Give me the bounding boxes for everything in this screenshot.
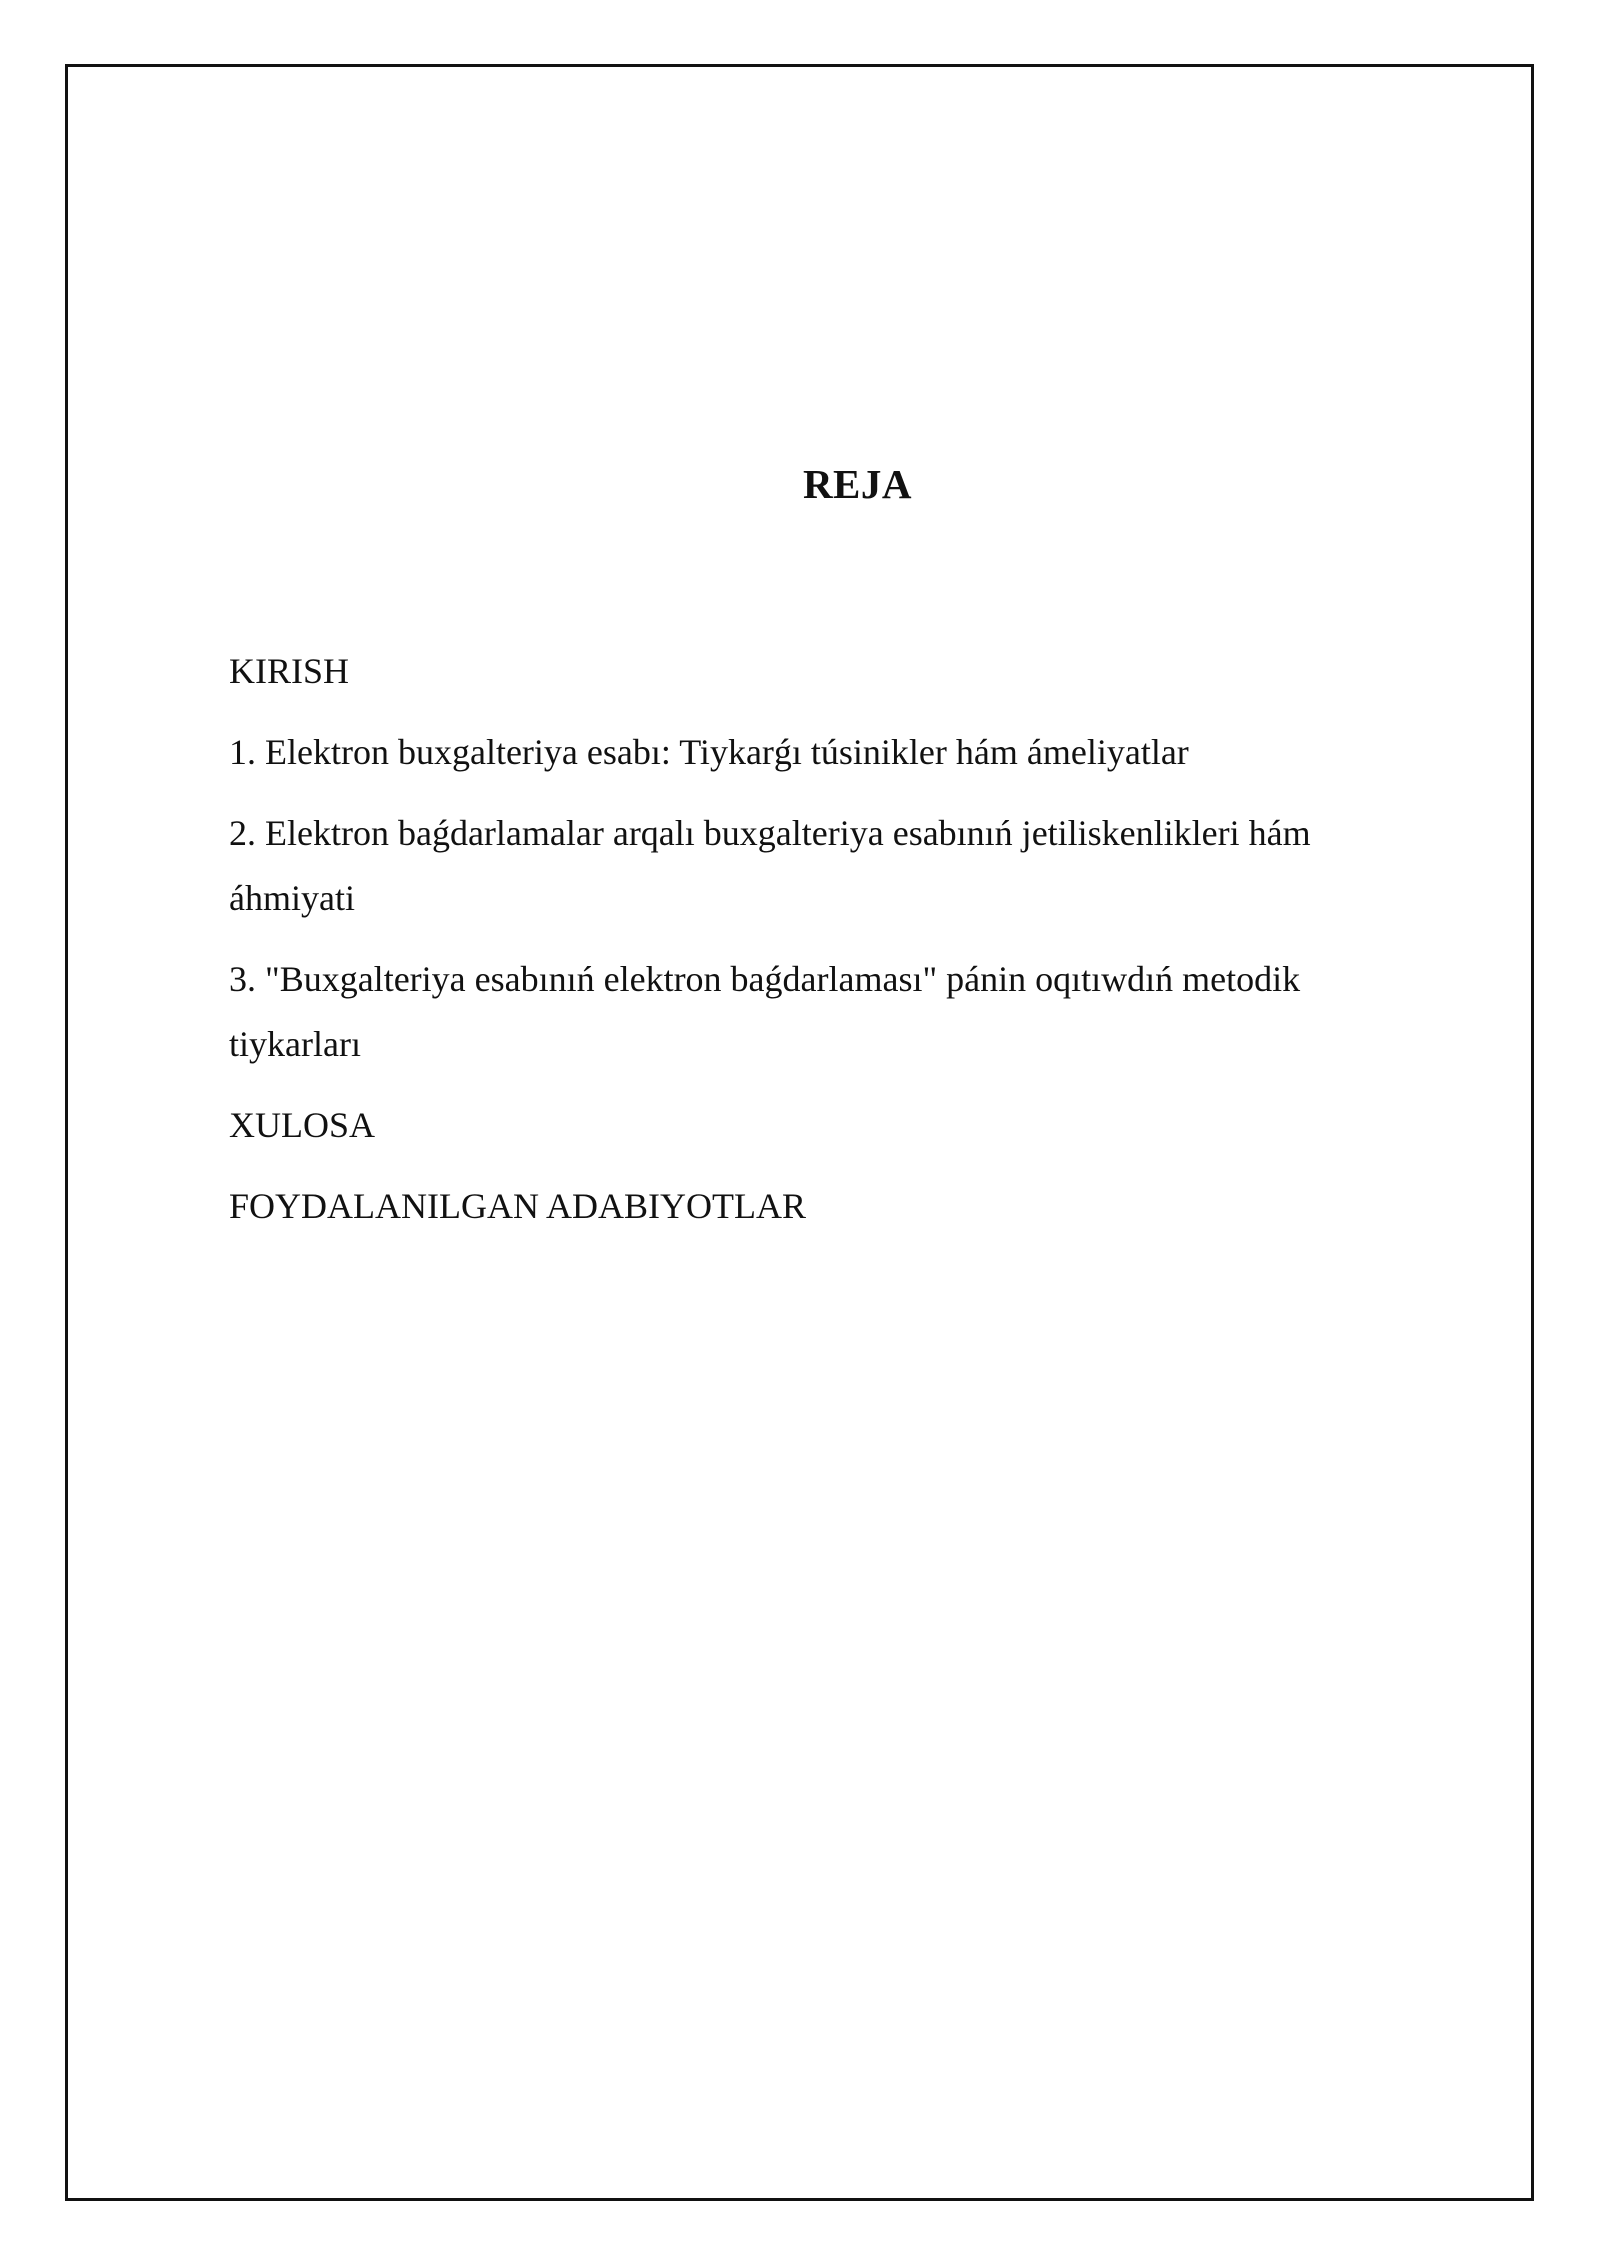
toc-item-references: FOYDALANILGAN ADABIYOTLAR [229, 1186, 806, 1226]
toc-item-chapter-2: 2. Elektron baǵdarlamalar arqalı buxgalteriya esabınıń jetiliskenlikleri hám áhmiyati [229, 813, 1311, 918]
toc-item-chapter-1: 1. Elektron buxgalteriya esabı: Tiykarǵı túsinikler hám ámeliyatlar [229, 732, 1189, 772]
toc-item-chapter-3: 3. "Buxgalteriya esabınıń elektron baǵdarlaması" pánin oqıtıwdıń metodik tiykarları [229, 959, 1301, 1064]
table-of-contents [229, 639, 1389, 1255]
toc-item-introduction: KIRISH [229, 651, 350, 691]
page-title: REJA [802, 461, 913, 507]
toc-item-conclusion: XULOSA [229, 1105, 376, 1145]
